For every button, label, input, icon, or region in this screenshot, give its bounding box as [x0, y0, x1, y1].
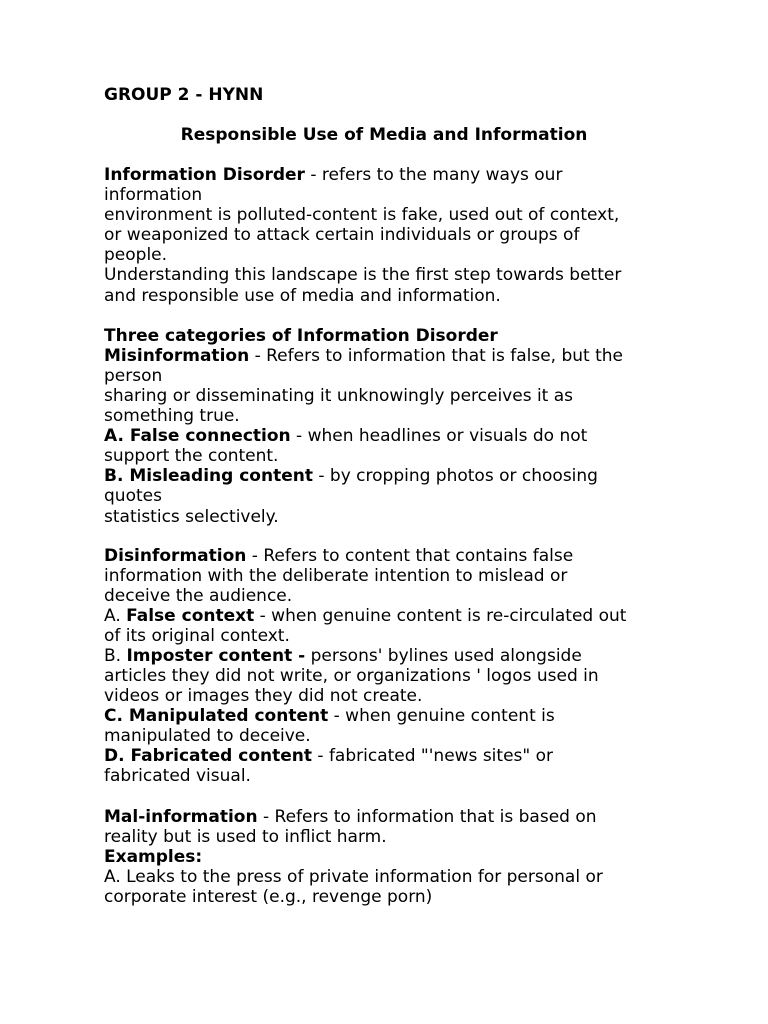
disorder-definition-line-7: and responsible use of media and information. [104, 286, 501, 306]
malinformation-line-1: Mal-information - Refers to information that is based on [104, 807, 597, 827]
disorder-definition-line-6: Understanding this landscape is the first step towards better [104, 265, 622, 285]
imposter-content-line-1: B. Imposter content - persons' bylines used alongside [104, 646, 582, 666]
example-a-line-1: A. Leaks to the press of private information for personal or [104, 867, 603, 887]
disinformation-line-2: information with the deliberate intention to mislead or [104, 566, 568, 586]
term-disinformation: Disinformation [104, 546, 247, 566]
misleading-content-line-3: statistics selectively. [104, 507, 279, 527]
disorder-definition-line-3: environment is polluted-content is fake, used out of context, [104, 205, 620, 225]
term-manipulated-content: C. Manipulated content [104, 706, 329, 726]
false-context-line-2: of its original context. [104, 626, 290, 646]
example-a-line-2: corporate interest (e.g., revenge porn) [104, 887, 433, 907]
term-misinformation: Misinformation [104, 346, 250, 366]
document-title: Responsible Use of Media and Information [180, 125, 588, 145]
disorder-definition-line-2: information [104, 185, 203, 205]
term-false-context: False context [126, 606, 255, 626]
term-false-connection: A. False connection [104, 426, 291, 446]
term-fabricated-content: D. Fabricated content [104, 746, 312, 766]
misinformation-line-1: Misinformation - Refers to information that is false, but the [104, 346, 624, 366]
false-context-line-1: A. False context - when genuine content is re-circulated out [104, 606, 627, 626]
fabricated-content-line-2: fabricated visual. [104, 766, 251, 786]
malinformation-line-2: reality but is used to inflict harm. [104, 827, 387, 847]
disorder-definition-line-5: people. [104, 245, 168, 265]
disinformation-line-3: deceive the audience. [104, 586, 293, 606]
group-label: GROUP 2 - HYNN [104, 85, 264, 105]
misinformation-line-2: person [104, 366, 163, 386]
fabricated-content-line-1: D. Fabricated content - fabricated "'news sites" or [104, 746, 553, 766]
disorder-definition-line-1: Information Disorder - refers to the many ways our [104, 165, 563, 185]
misleading-content-line-2: quotes [104, 486, 162, 506]
examples-label: Examples: [104, 847, 203, 867]
term-information-disorder: Information Disorder [104, 165, 305, 185]
imposter-content-line-3: videos or images they did not create. [104, 686, 423, 706]
disorder-definition-line-4: or weaponized to attack certain individuals or groups of [104, 225, 580, 245]
disinformation-line-1: Disinformation - Refers to content that contains false [104, 546, 574, 566]
misinformation-line-3: sharing or disseminating it unknowingly perceives it as [104, 386, 574, 406]
manipulated-content-line-2: manipulated to deceive. [104, 726, 311, 746]
term-misleading-content: B. Misleading content [104, 466, 313, 486]
categories-heading: Three categories of Information Disorder [104, 326, 498, 346]
term-malinformation: Mal-information [104, 807, 258, 827]
false-connection-line-1: A. False connection - when headlines or visuals do not [104, 426, 588, 446]
misleading-content-line-1: B. Misleading content - by cropping photos or choosing [104, 466, 598, 486]
false-connection-line-2: support the content. [104, 446, 279, 466]
manipulated-content-line-1: C. Manipulated content - when genuine content is [104, 706, 555, 726]
imposter-content-line-2: articles they did not write, or organizations ' logos used in [104, 666, 599, 686]
misinformation-line-4: something true. [104, 406, 240, 426]
term-imposter-content: Imposter content - [126, 646, 306, 666]
